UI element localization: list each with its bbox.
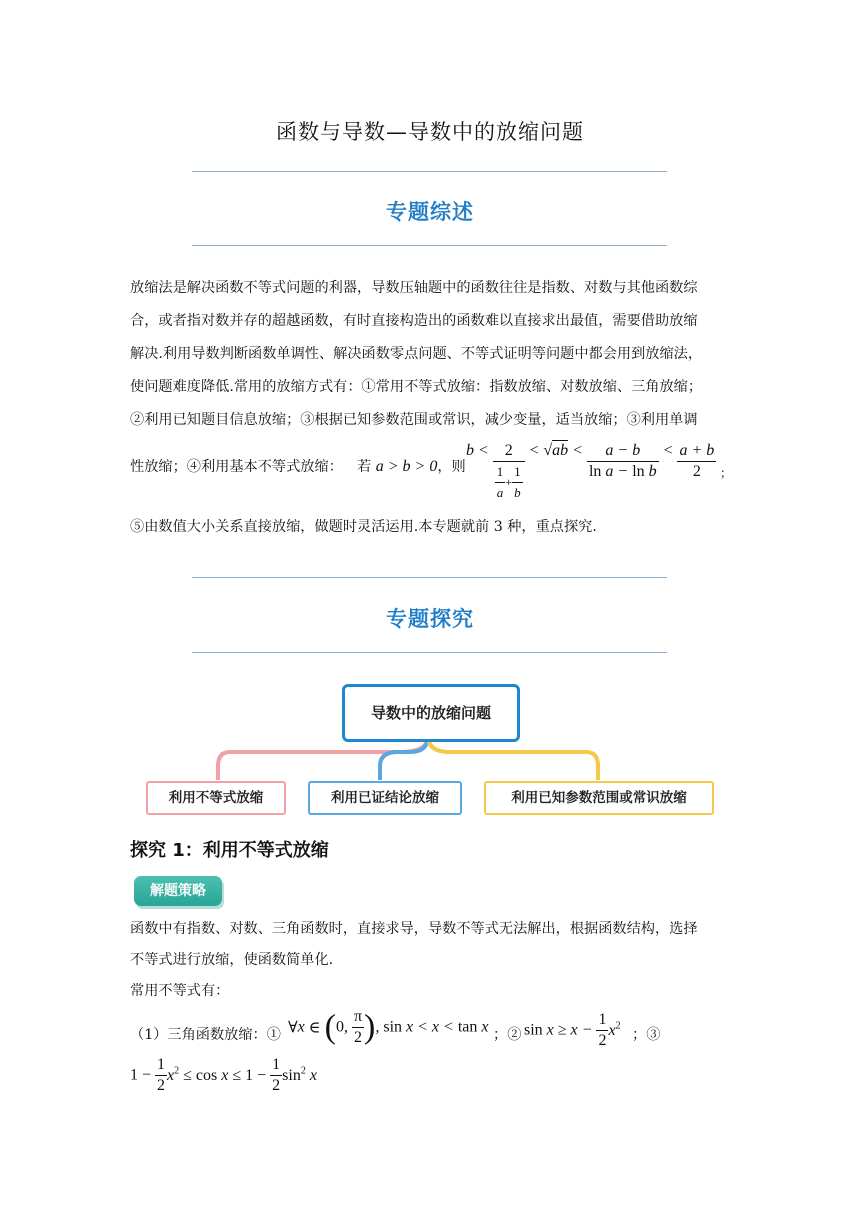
connector-left [218, 736, 428, 780]
common-inequalities-label: 常用不等式有： [130, 983, 230, 999]
mean-inequality-formula: b < 2 $\frac{1}{a}$ + $\frac{1}{b}$ < √ab < $\frac{a - b}{\text{ln a − ln b}}$ < $\frac{a + b}{2}$ [466, 442, 715, 500]
subsection-heading: 探究 1：利用不等式放缩 [130, 840, 329, 861]
mindmap-node-parameter-range: 利用已知参数范围或常识放缩 [484, 781, 714, 815]
semicolon: ； [720, 466, 733, 480]
item-separator: ；③ [632, 1027, 661, 1043]
trig-inequality-2: sin x ≥ x − $\frac{1}{2}$ $x^2$ [524, 1011, 621, 1049]
paragraph-line: 函数中有指数、对数、三角函数时，直接求导，导数不等式无法解出，根据函数结构，选择 [130, 921, 698, 937]
section-heading-explore: 专题探究 [386, 607, 474, 631]
paragraph-line: 解决.利用导数判断函数单调性、解决函数零点问题、不等式证明等问题中都会用到放缩法， [130, 346, 703, 362]
divider [192, 245, 667, 246]
overview-paragraph [130, 272, 730, 437]
strategy-paragraph [130, 914, 730, 976]
divider [192, 577, 667, 578]
item-separator: ；② [493, 1027, 522, 1043]
divider [192, 652, 667, 653]
trig-inequality-3: 1 − $\frac{1}{2}$ $x^2 \le \cos x \le 1$ − $\frac{1}{2}$ $\sin^2 x$ [130, 1056, 317, 1094]
item-prefix: （1）三角函数放缩：① [130, 1027, 281, 1043]
trig-inequality-1: ∀x ∈ (0, $\frac{\pi}{2}$ ), sin x < x < tan x [288, 1008, 489, 1046]
paragraph-line: ②利用已知题目信息放缩；③根据已知参数范围或常识，减少变量，适当放缩；③利用单调 [130, 412, 698, 428]
mindmap-node-proven-conclusion: 利用已证结论放缩 [308, 781, 462, 815]
line-text: 性放缩；④利用基本不等式放缩： [130, 459, 343, 475]
then-word: ，则 [437, 459, 466, 475]
page-title: 函数与导数—导数中的放缩问题 [276, 120, 584, 144]
connector-middle [380, 736, 428, 780]
mindmap-root: 导数中的放缩问题 [342, 684, 520, 742]
paragraph-line [130, 450, 343, 484]
connector-right [428, 736, 598, 780]
condition-text [357, 450, 466, 484]
paragraph-line: 使问题难度降低.常用的放缩方式有：①常用不等式放缩：指数放缩、对数放缩、三角放缩； [130, 379, 703, 395]
divider [192, 171, 667, 172]
paragraph-line: ⑤由数值大小关系直接放缩，做题时灵活运用.本专题就前 3 种，重点探究. [130, 519, 597, 535]
strategy-badge: 解题策略 [134, 876, 222, 906]
paragraph-line: 放缩法是解决函数不等式问题的利器，导数压轴题中的函数往往是指数、对数与其他函数综 [130, 280, 698, 296]
mindmap-node-inequality: 利用不等式放缩 [146, 781, 286, 815]
condition-word: 若 [357, 459, 372, 475]
section-heading-overview: 专题综述 [386, 200, 474, 224]
paragraph-line: 合，或者指对数并存的超越函数，有时直接构造出的函数难以直接求出最值，需要借助放缩 [130, 313, 698, 329]
paragraph-line: 不等式进行放缩，使函数简单化. [130, 952, 334, 968]
condition-math: a > b > 0 [375, 458, 438, 475]
